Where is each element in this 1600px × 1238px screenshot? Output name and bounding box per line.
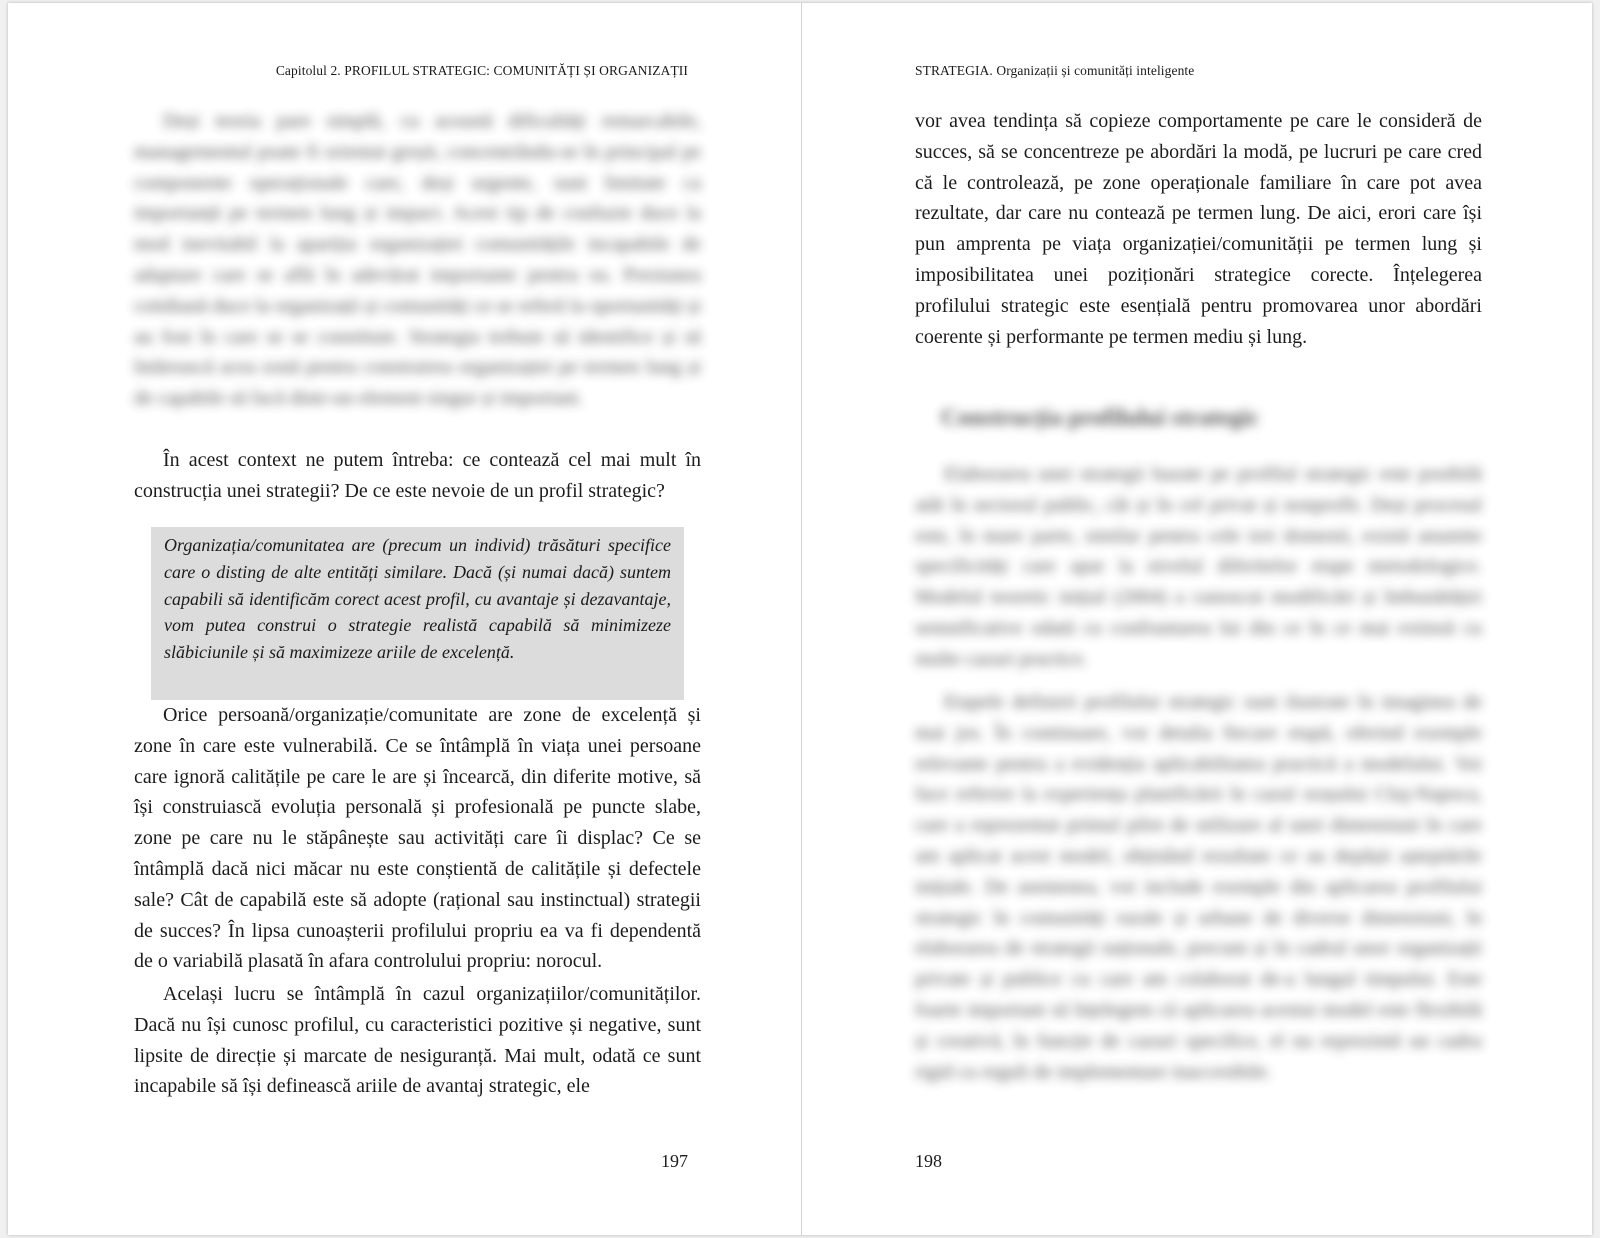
blurred-paragraph-2: Etapele definirii profilului strategic sunt ilustrate în imaginea de mai jos. În continuare, vor detalia fiecare etapă, oferind exemple relevante pentru a evidenția aplicabilitatea practică a modelului. Voi face referire la experiența planificării în cazul orașului Cluj-Napoca, care a reprezentat primul pilot de utilizare al unei dimensiuni în care am aplicat acest model, obținând rezultate ce au depășit așteptările inițiale. De asemenea, voi include exemple din aplicarea profilului strategic în comunități rurale și urbane de diverse dimensiuni, în elaborarea de strategii naționale, precum și în cadrul unor organizații private și publice cu care am colaborat de-a lungul timpului. Este foarte important să înțelegem că aplicarea acestui model este flexibilă și creativă, în funcție de cazuri specifice, el nu reprezintă un cadru rigid cu reguli de implementare inaccesibile. <box>915 691 1482 1083</box>
left-paragraph-2: Orice persoană/organizație/comunitate are zone de excelență și zone în care este vulnerabilă. Ce se întâmplă în viața unei persoane care ignoră calitățile pe care le are și încearcă, din diferite motive, să își construiască evoluția personală și profesională pe puncte slabe, zone pe care nu le stăpânește sau activități care îi displac? Ce se întâmplă dacă nici măcar nu este conștientă de calitățile și defectele sale? Cât de capabilă este să adopte (rațional sau instinctual) strategii de succes? În lipsa cunoașterii profilului propriu ea va fi dependentă de o variabilă plasată în afara controlului propriu: norocul. <box>134 704 701 973</box>
right-page-number: 198 <box>915 1151 942 1171</box>
left-paragraph-3: Același lucru se întâmplă în cazul organizațiilor/comunităților. Dacă nu își cunosc profilul, cu caracteristici pozitive și negative, sunt lipsite de direcție și marcate de nesiguranță. Mai mult, odată ce sunt incapabile să își definească ariile de avantaj strategic, ele <box>134 983 701 1098</box>
blurred-paragraph <box>134 106 701 436</box>
blurred-section-heading: Construcția profilului strategic <box>941 405 1260 431</box>
blurred-paragraph-2-block <box>915 687 1482 1111</box>
right-paragraph-1: vor avea tendința să copieze comportamente pe care le consideră de succes, să se concentreze pe abordări la modă, pe lucruri pe care cred că le controlează, pe zone operaționale familiare în care pot avea rezultate, dar care nu contează pe termen lung. De aici, erori care își pun amprenta pe viața organizației/comunității pe termen lung și imposibilitatea unei poziționări strategice corecte. Înțelegerea profilului strategic este esențială pentru promovarea unor abordări coerente și performante pe termen mediu și lung. <box>915 110 1482 348</box>
left-para-1-block <box>134 445 701 507</box>
left-page-number: 197 <box>661 1151 688 1171</box>
left-running-header: Capitolul 2. PROFILUL STRATEGIC: COMUNITĂȚI ȘI ORGANIZAȚII <box>275 63 688 78</box>
book-spread <box>8 3 1592 1235</box>
right-running-header: STRATEGIA. Organizații și comunități inteligente <box>915 63 1195 78</box>
left-para-3-block <box>134 979 701 1102</box>
right-para-1-block <box>915 106 1482 352</box>
highlighted-quote-box <box>151 527 684 700</box>
blurred-paragraph-text: Deși teoria pare simplă, cu această dificultăți remarcabile, managementul poate fi orientat greșit, concentrându-se în principal pe componente operaționale care, deși urgente, sunt limitate ca importanță pe termen lung și impact. Acest tip de confuzie duce la mod inevitabil la apariția organizației comunitățile incapabile de adaptare care se află în adevărat importante pentru ea. Presiunea cotidiană duce la organizații și comunități ce se referă la oportunități și au fost în care se se constituie. Strategia trebuie să identifice și să întărească acea zonă pentru construirea organizației pe termen lung și de capabile să facă dintr-un element singur și important. <box>134 110 701 410</box>
blurred-paragraph-1-block <box>915 459 1482 677</box>
blurred-paragraph-1: Elaborarea unei strategii bazate pe profilul strategic este posibilă atât în sectorul public, cât și în cel privat și nonprofit. Deși procesul este, în mare parte, similar pentru cele trei domenii, există anumite specificități care apar la nivelul diferitelor etape metodologice. Modelul teoretic inițial (2004) a cunoscut modificări și îmbunătățiri semnificative odată cu confruntarea lui din ce în ce mai extinsă cu multe cazuri practice. <box>915 463 1482 670</box>
left-para-2-block <box>134 700 701 977</box>
left-paragraph-1: În acest context ne putem întreba: ce contează cel mai mult în construcția unei strategii? De ce este nevoie de un profil strategic? <box>134 449 701 502</box>
left-page <box>8 3 801 1235</box>
quote-text: Organizația/comunitatea are (precum un individ) trăsături specifice care o disting de alte entități similare. Dacă (și numai dacă) suntem capabili să identificăm corect acest profil, cu avantaje și dezavantaje, vom putea construi o strategie realistă capabilă să minimizeze slăbiciunile și să maximizeze ariile de excelență. <box>164 535 671 663</box>
right-page <box>802 3 1592 1235</box>
